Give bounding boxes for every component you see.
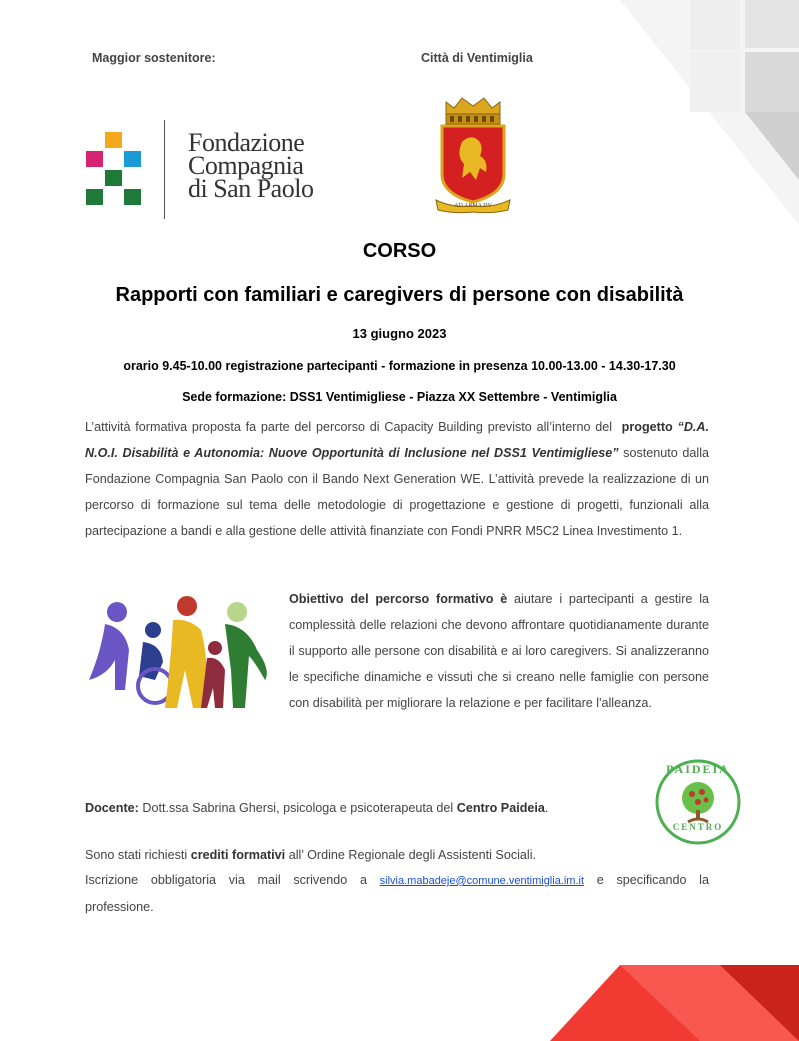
top-right-decoration	[590, 0, 799, 230]
bottom-right-decoration	[550, 965, 799, 1041]
fcsp-logo-line-3: di San Paolo	[188, 174, 314, 203]
course-label: CORSO	[362, 240, 437, 262]
city-label: Città di Ventimiglia	[421, 51, 533, 65]
supporter-label: Maggior sostenitore:	[92, 51, 216, 65]
course-date: 13 giugno 2023	[352, 326, 447, 341]
fcsp-logo-line-2: Compagnia	[188, 151, 304, 180]
fcsp-squares-icon	[86, 132, 142, 206]
crest-motto: AD ARMA DV	[454, 203, 492, 209]
teacher-line: Docente: Dott.ssa Sabrina Ghersi, psicologa e psicoterapeuta del Centro Paideia.	[85, 801, 549, 815]
course-venue: Sede formazione: DSS1 Ventimigliese - Piazza XX Settembre - Ventimiglia	[182, 390, 617, 404]
intro-paragraph: L’attività formativa proposta fa parte del percorso di Capacity Building previsto all’interno del progetto “D.A. N.O.I. Disabilità e Autonomia: Nuove Opportunità di Inclusione nel DSS1 Ventimigliese” sostenuto dalla Fondazione Compagnia San Paolo con il Bando Next Generation WE. L’attività prevede la realizzazione di un percorso di formazione sul tema delle metodologie di progettazione e gestione di progetti, funzionali alla partecipazione a bandi e alla gestione delle attività finanziate con Fondi PNRR M5C2 Linea Investimento 1.	[85, 420, 709, 538]
fcsp-logo-line-1: Fondazione	[188, 128, 305, 157]
family-illustration	[85, 590, 275, 715]
fcsp-logo	[86, 120, 336, 220]
registration-email-link[interactable]: silvia.mabadeje@comune.ventimiglia.im.it	[379, 875, 585, 887]
registration-paragraph: Iscrizione obbligatoria via mail scrivendo a silvia.mabadeje@comune.ventimiglia.im.it e specificando la professione.	[85, 873, 709, 914]
paideia-logo-top: PAIDEIA	[666, 762, 730, 776]
credits-line: Sono stati richiesti crediti formativi all’ Ordine Regionale degli Assistenti Sociali.	[85, 848, 537, 862]
objective-paragraph: Obiettivo del percorso formativo è aiutare i partecipanti a gestire la complessità delle relazioni che devono affrontare quotidianamente durante il supporto alle persone con disabilità e ai loro caregivers. Si analizzeranno le specifiche dinamiche e vissuti che si creano nelle famiglie con persone con disabilità per migliorare la relazione e per facilitare l'alleanza.	[289, 592, 709, 710]
ventimiglia-crest-icon	[432, 94, 514, 214]
paideia-logo-bottom: CENTRO	[672, 822, 724, 832]
course-schedule: orario 9.45-10.00 registrazione partecipanti - formazione in presenza 10.00-13.00 - 14.30-17.30	[123, 359, 676, 373]
page-title: Rapporti con familiari e caregivers di persone con disabilità	[115, 284, 684, 306]
